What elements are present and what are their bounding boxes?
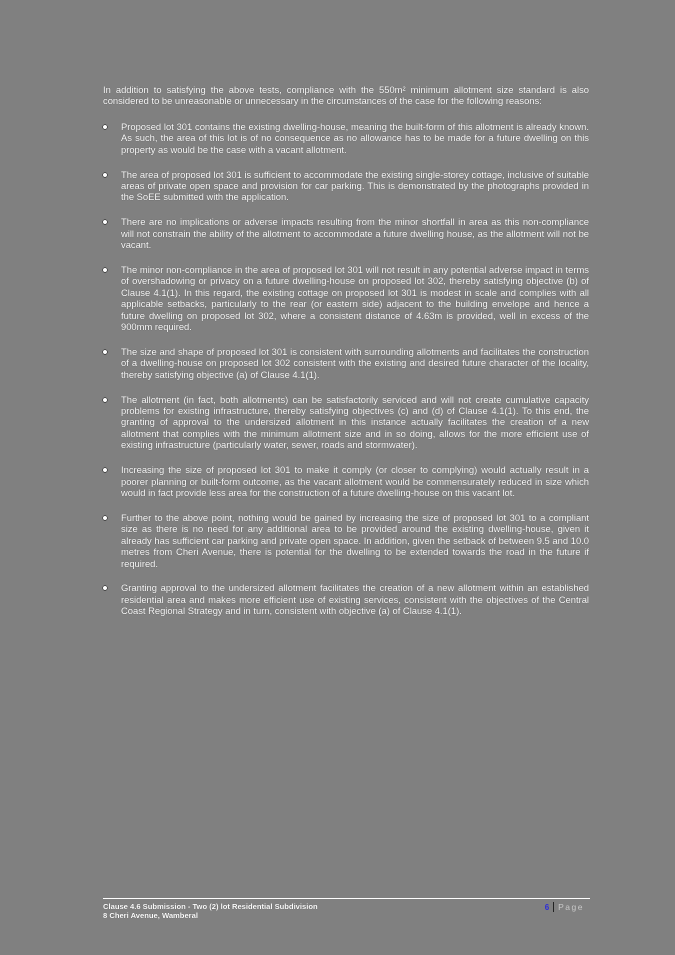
bullet-icon — [103, 350, 107, 354]
page-label: Page — [558, 901, 584, 912]
list-item — [103, 346, 589, 380]
page-indicator — [545, 902, 584, 912]
reason-text: The area of proposed lot 301 is sufficient to accommodate the existing single-storey cottage, inclusive of suitable areas of private open space and provision for car parking. This is demonstrated by the photographs provided in the SoEE submitted with the application. — [121, 168, 589, 203]
bullet-icon — [103, 516, 107, 520]
list-item — [103, 121, 589, 155]
reason-text: The allotment (in fact, both allotments) can be satisfactorily serviced and will not create cumulative capacity problems for existing infrastructure, thereby satisfying objectives (c) and (d) of Clause 4.1(1). To this end, the granting of approval to the undersized allotment in this instance actually facilitates the creation of a new allotment that complies with the minimum allotment size and in so doing, allows for the more efficient use of existing infrastructure (particularly water, sewer, roads and stormwater). — [121, 393, 589, 451]
list-item — [103, 216, 589, 250]
bullet-icon — [103, 268, 107, 272]
bullet-icon — [103, 586, 107, 590]
bullet-icon — [103, 173, 107, 177]
list-item — [103, 394, 589, 451]
bullet-icon — [103, 125, 107, 129]
document-body — [103, 84, 589, 630]
footer-address: 8 Cheri Avenue, Wamberal — [103, 911, 198, 920]
list-item — [103, 464, 589, 498]
list-item — [103, 169, 589, 203]
page-footer — [103, 898, 590, 920]
list-item — [103, 264, 589, 332]
reason-text: Further to the above point, nothing would be gained by increasing the size of proposed lot 301 to a compliant size as there is no need for any additional area to be provided around the existing dwelling-house, given it already has sufficient car parking and private open space. In addition, given the setback of between 9.5 and 10.0 metres from Cheri Avenue, there is potential for the dwelling to be extended towards the road in the future if required. — [121, 511, 589, 569]
footer-title: Clause 4.6 Submission - Two (2) lot Residential Subdivision — [103, 902, 318, 911]
bullet-icon — [103, 468, 107, 472]
reason-text: There are no implications or adverse impacts resulting from the minor shortfall in area as this non-compliance will not constrain the ability of the allotment to accommodate a future dwelling house, as the allotment will not be vacant. — [121, 216, 589, 251]
reason-text: Increasing the size of proposed lot 301 to make it comply (or closer to complying) would actually result in a poorer planning or built-form outcome, as the vacant allotment would be commensurately reduced in size which would in fact provide less area for the construction of a future dwelling-house on this vacant lot. — [121, 464, 589, 498]
reason-text: The size and shape of proposed lot 301 is consistent with surrounding allotments and facilitates the construction of a dwelling-house on proposed lot 302 consistent with the existing and desired future character of the locality, thereby satisfying objective (a) of Clause 4.1(1). — [121, 345, 589, 380]
page-number: 6 — [544, 902, 550, 912]
reasons-list — [103, 121, 589, 617]
list-item — [103, 582, 589, 616]
footer-caption — [103, 902, 318, 920]
intro-paragraph: In addition to satisfying the above tests, compliance with the 550m² minimum allotment size standard is also considered to be unreasonable or unnecessary in the circumstances of the case for the following reasons: — [103, 84, 589, 107]
list-item — [103, 512, 589, 569]
bullet-icon — [103, 398, 107, 402]
reason-text: Proposed lot 301 contains the existing dwelling-house, meaning the built-form of this allotment is already known. As such, the area of this lot is of no consequence as no allowance has to be made for a future dwelling on this property as would be the case with a vacant allotment. — [121, 120, 589, 155]
reason-text: Granting approval to the undersized allotment facilitates the creation of a new allotment within an established residential area and makes more efficient use of existing services, consistent with the objectives of the Central Coast Regional Strategy and in turn, consistent with objective (a) of Clause 4.1(1). — [121, 582, 589, 617]
footer-divider — [553, 902, 554, 912]
reason-text: The minor non-compliance in the area of proposed lot 301 will not result in any potential adverse impact in terms of overshadowing or privacy on a future dwelling-house on proposed lot 302, thereby satisfying objective (b) of Clause 4.1(1). In this regard, the existing cottage on proposed lot 301 is modest in scale and complies with all applicable setbacks, particularly to the rear (or eastern side) adjacent to the building envelope and hence a future dwelling on proposed lot 302, where a consistent distance of 4.63m is provided, well in excess of the 900mm required. — [121, 263, 589, 332]
bullet-icon — [103, 220, 107, 224]
